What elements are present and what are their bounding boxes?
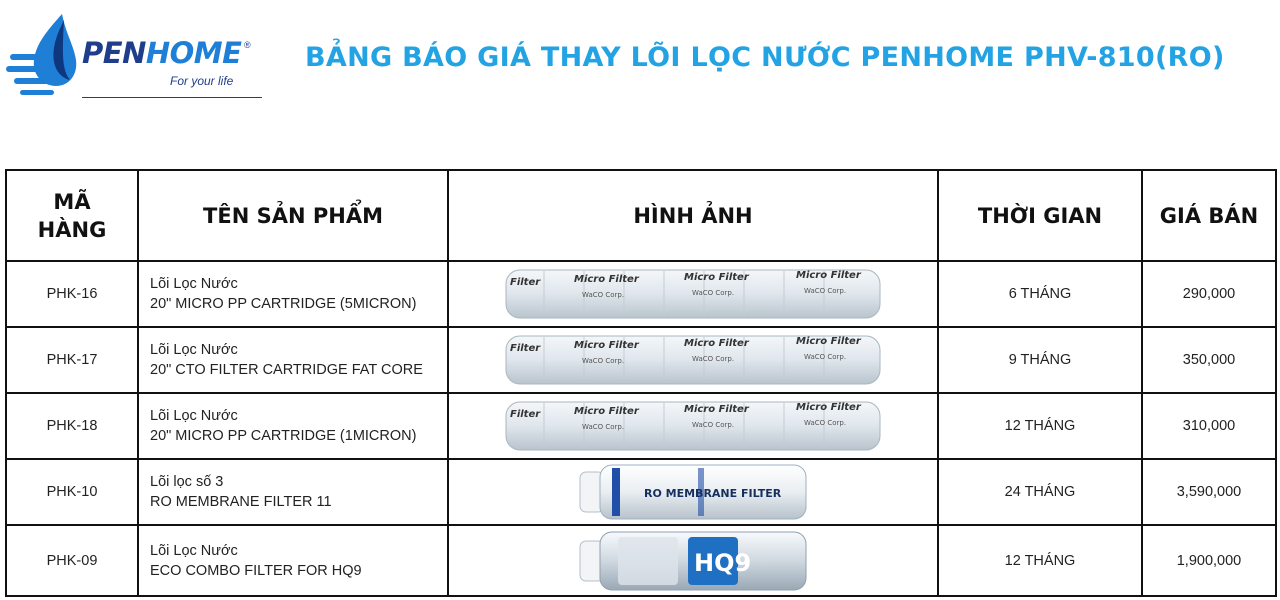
cell-code: PHK-18	[6, 393, 138, 459]
svg-text:Micro Filter: Micro Filter	[796, 336, 861, 347]
cell-name: Lõi Lọc Nước ECO COMBO FILTER FOR HQ9	[138, 525, 448, 596]
svg-text:Micro Filter: Micro Filter	[796, 270, 861, 281]
micro-filter-cartridge-image	[504, 267, 882, 321]
svg-text:WaCO Corp.: WaCO Corp.	[692, 355, 735, 363]
svg-text:Micro Filter: Micro Filter	[684, 338, 749, 349]
svg-text:WaCO Corp.: WaCO Corp.	[804, 287, 847, 295]
svg-text:WaCO Corp.: WaCO Corp.	[692, 289, 735, 297]
cell-duration: 9 THÁNG	[938, 327, 1142, 393]
cell-duration: 6 THÁNG	[938, 261, 1142, 327]
svg-text:WaCO Corp.: WaCO Corp.	[804, 353, 847, 361]
svg-text:Micro Filter: Micro Filter	[574, 406, 639, 417]
svg-text:Filter: Filter	[510, 343, 541, 354]
table-row	[6, 459, 1276, 525]
cell-name: Lõi Lọc Nước 20" CTO FILTER CARTRIDGE FAT CORE	[138, 327, 448, 393]
cto-filter-cartridge-image	[504, 333, 882, 387]
svg-text:Micro Filter: Micro Filter	[574, 340, 639, 351]
cell-duration: 12 THÁNG	[938, 393, 1142, 459]
cell-price: 290,000	[1142, 261, 1276, 327]
brand-tagline: For your life	[170, 74, 234, 88]
header-name: TÊN SẢN PHẨM	[138, 170, 448, 261]
page-title: BẢNG BÁO GIÁ THAY LÕI LỌC NƯỚC PENHOME PHV-810(RO)	[305, 42, 1225, 73]
svg-text:WaCO Corp.: WaCO Corp.	[804, 419, 847, 427]
micro-filter-cartridge-image	[504, 399, 882, 453]
cell-image	[448, 261, 938, 327]
cell-price: 310,000	[1142, 393, 1276, 459]
cell-name: Lõi Lọc Nước 20" MICRO PP CARTRIDGE (1MICRON)	[138, 393, 448, 459]
tagline-divider	[82, 97, 262, 98]
cell-price: 1,900,000	[1142, 525, 1276, 596]
cell-price: 3,590,000	[1142, 459, 1276, 525]
cell-image	[448, 327, 938, 393]
cell-duration: 24 THÁNG	[938, 459, 1142, 525]
svg-text:WaCO Corp.: WaCO Corp.	[582, 357, 625, 365]
svg-text:Filter: Filter	[510, 409, 541, 420]
svg-text:Micro Filter: Micro Filter	[684, 404, 749, 415]
svg-text:Micro Filter: Micro Filter	[574, 274, 639, 285]
table-row	[6, 327, 1276, 393]
cell-image	[448, 459, 938, 525]
table-row	[6, 525, 1276, 596]
header-code: MÃ HÀNG	[6, 170, 138, 261]
svg-text:WaCO Corp.: WaCO Corp.	[692, 421, 735, 429]
cell-code: PHK-17	[6, 327, 138, 393]
cell-image	[448, 393, 938, 459]
cell-name: Lõi lọc số 3 RO MEMBRANE FILTER 11	[138, 459, 448, 525]
svg-text:Micro Filter: Micro Filter	[684, 272, 749, 283]
header-duration: THỜI GIAN	[938, 170, 1142, 261]
cell-name: Lõi Lọc Nước 20" MICRO PP CARTRIDGE (5MICRON)	[138, 261, 448, 327]
svg-text:Filter: Filter	[510, 277, 541, 288]
brand-name: PENHOME	[82, 36, 242, 70]
header-price: GIÁ BÁN	[1142, 170, 1276, 261]
table-row	[6, 393, 1276, 459]
table-row	[6, 261, 1276, 327]
registered-mark: ®	[244, 40, 251, 50]
penhome-logo	[6, 14, 266, 106]
hq9-combo-filter-image	[578, 529, 808, 593]
svg-text:WaCO Corp.: WaCO Corp.	[582, 423, 625, 431]
header-image: HÌNH ẢNH	[448, 170, 938, 261]
svg-text:WaCO Corp.: WaCO Corp.	[582, 291, 625, 299]
svg-text:RO MEMBRANE FILTER: RO MEMBRANE FILTER	[644, 487, 782, 500]
ro-membrane-filter-image	[578, 462, 808, 522]
price-table	[5, 169, 1277, 597]
cell-code: PHK-09	[6, 525, 138, 596]
cell-image	[448, 525, 938, 596]
cell-code: PHK-16	[6, 261, 138, 327]
cell-price: 350,000	[1142, 327, 1276, 393]
svg-text:Micro Filter: Micro Filter	[796, 402, 861, 413]
svg-text:HQ9: HQ9	[694, 548, 752, 577]
water-drop-icon	[6, 14, 86, 106]
table-header-row	[6, 170, 1276, 261]
cell-duration: 12 THÁNG	[938, 525, 1142, 596]
cell-code: PHK-10	[6, 459, 138, 525]
